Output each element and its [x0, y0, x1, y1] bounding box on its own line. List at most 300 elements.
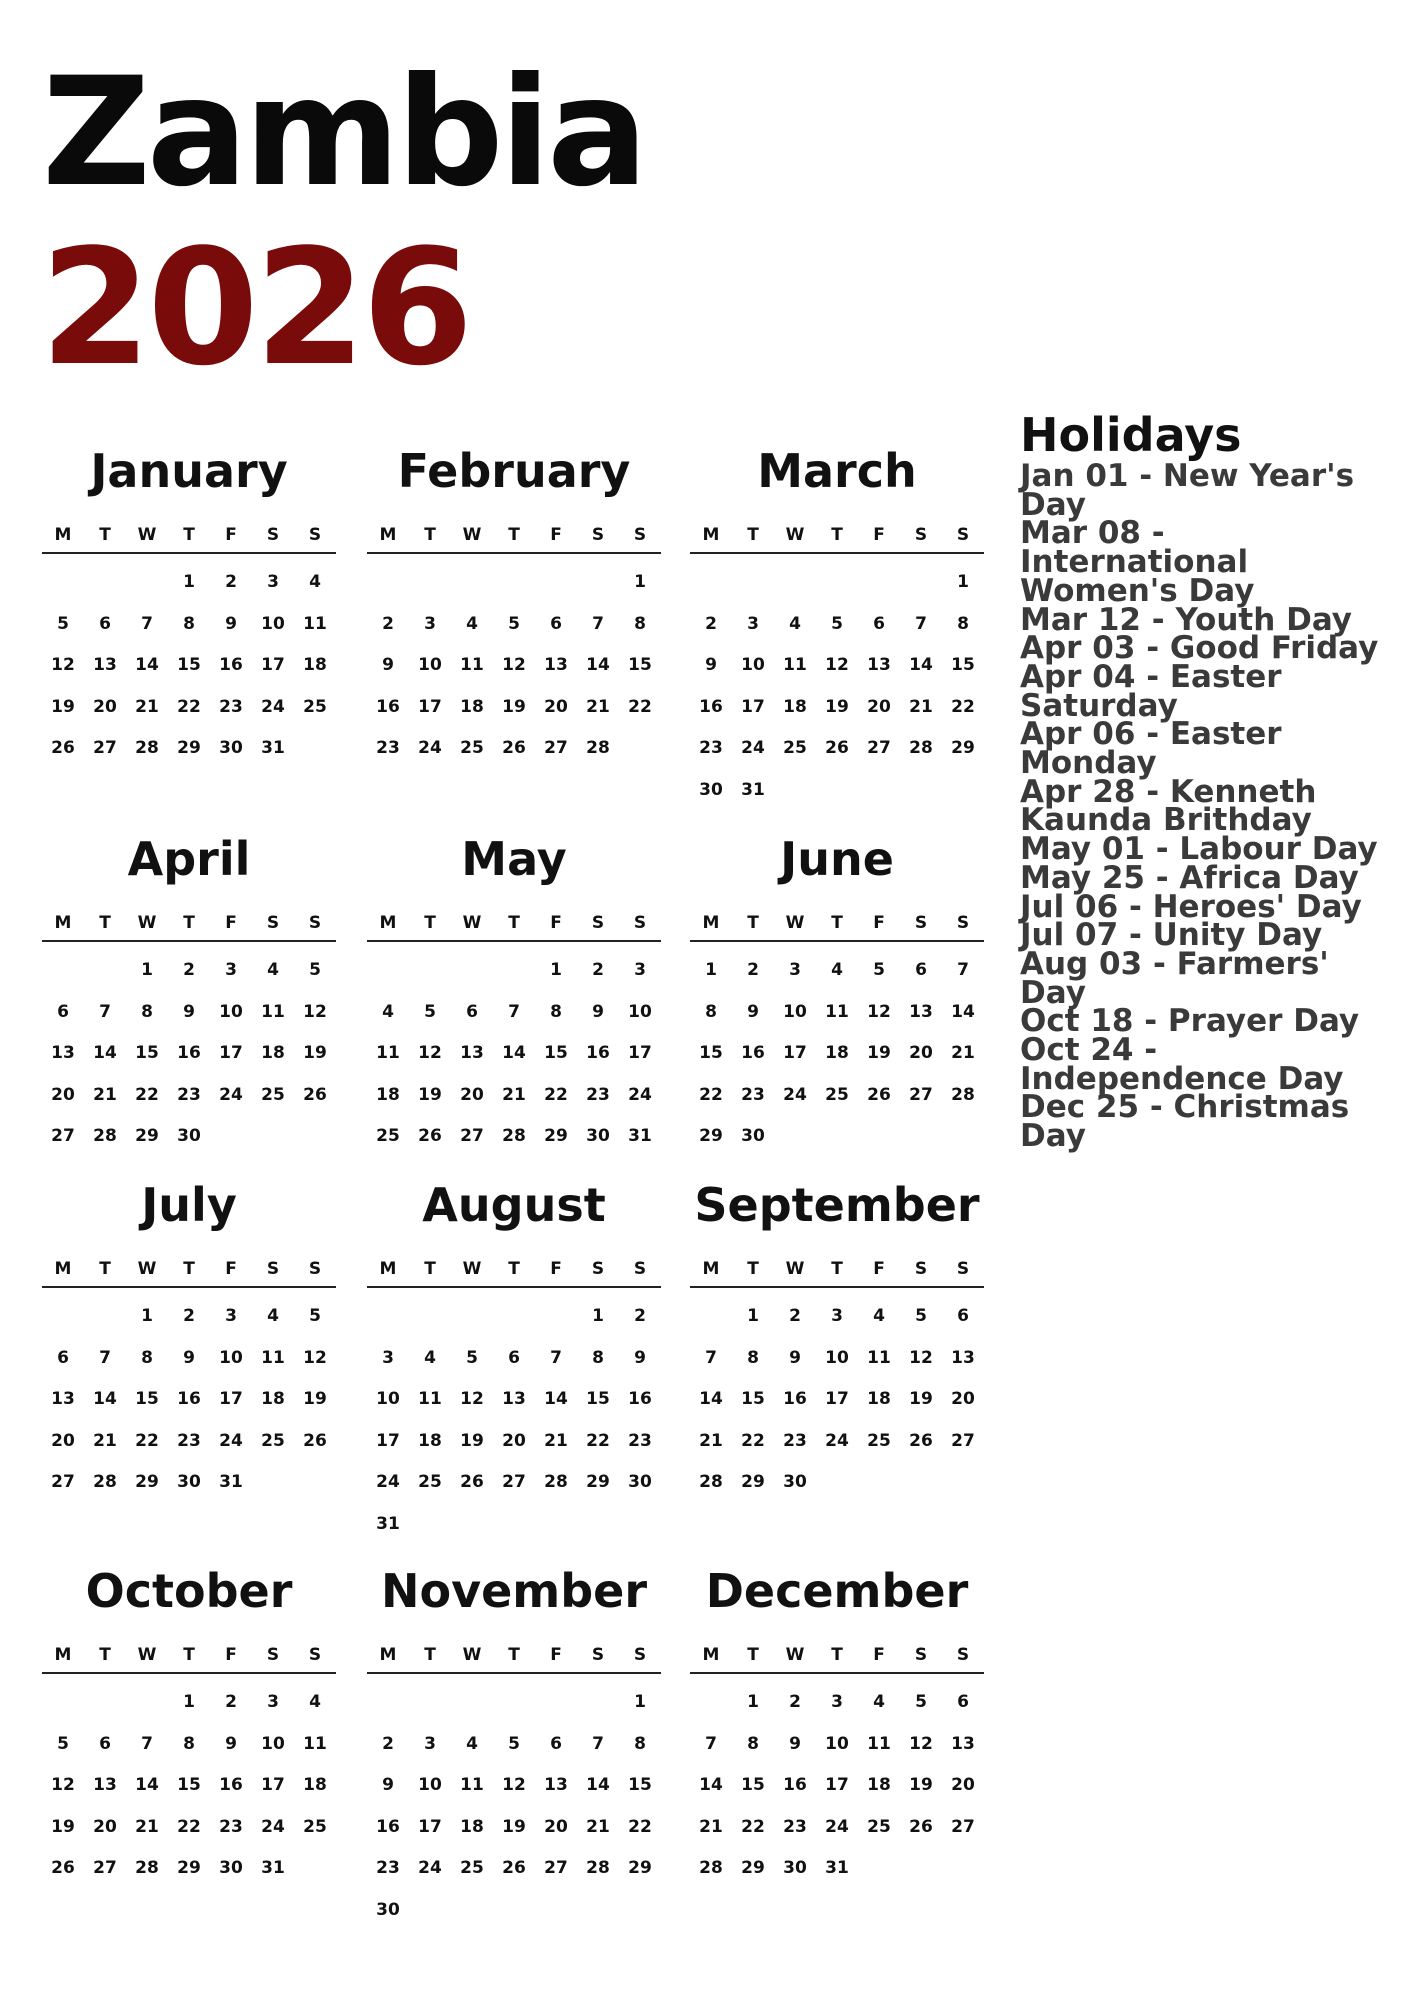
day-cell: 9 — [183, 1001, 195, 1022]
day-cell: 3 — [424, 1733, 436, 1754]
day-cell: 19 — [418, 1084, 442, 1105]
month-name: August — [422, 1178, 606, 1232]
weekday-label: T — [508, 1645, 520, 1665]
day-cell: 22 — [135, 1430, 159, 1451]
day-cell: 20 — [544, 1816, 568, 1837]
weekday-header — [690, 518, 984, 554]
day-cell: 11 — [867, 1347, 891, 1368]
day-cell: 10 — [219, 1347, 243, 1368]
day-cell: 1 — [592, 1306, 604, 1326]
weekday-label: M — [54, 1259, 72, 1279]
weekday-label: S — [591, 1259, 605, 1279]
day-cell: 7 — [141, 1733, 153, 1754]
weekday-label: F — [225, 1645, 237, 1665]
weekday-label: S — [591, 1645, 605, 1665]
holiday-item: Apr 06 - Easter Monday — [1020, 716, 1282, 782]
day-cell: 26 — [51, 1858, 75, 1878]
day-cell: 14 — [135, 1775, 159, 1795]
weekday-label: S — [266, 1259, 280, 1279]
month-name: June — [780, 832, 894, 886]
day-cell: 12 — [303, 1001, 327, 1022]
day-cell: 2 — [382, 1733, 394, 1754]
day-cell: 15 — [699, 1043, 723, 1063]
day-cell: 22 — [177, 696, 201, 717]
weekday-label: W — [785, 913, 805, 933]
day-cell: 25 — [303, 696, 327, 717]
day-cell: 7 — [592, 1733, 604, 1754]
weekday-label: M — [54, 525, 72, 545]
day-cell: 8 — [705, 1001, 717, 1022]
day-cell: 11 — [783, 655, 807, 675]
day-cell: 24 — [219, 1430, 243, 1451]
day-cell: 4 — [267, 960, 279, 980]
day-cell: 15 — [628, 1775, 652, 1795]
day-cell: 31 — [376, 1513, 400, 1534]
weekday-label: M — [702, 525, 720, 545]
day-cell: 28 — [135, 738, 159, 758]
weekday-label: S — [956, 1259, 970, 1279]
weekday-label: S — [914, 1259, 928, 1279]
empty-day-cell — [493, 1682, 535, 1724]
day-cell: 23 — [376, 1858, 400, 1878]
day-cell: 25 — [783, 738, 807, 758]
month-july — [42, 1174, 336, 1504]
weekday-label: T — [183, 1645, 195, 1665]
day-cell: 8 — [141, 1347, 153, 1368]
day-cell: 8 — [634, 1733, 646, 1754]
day-grid — [690, 554, 984, 811]
day-cell: 24 — [376, 1472, 400, 1492]
day-cell: 22 — [741, 1816, 765, 1837]
day-cell: 11 — [303, 1733, 327, 1754]
day-cell: 21 — [586, 1816, 610, 1837]
month-name: December — [705, 1564, 969, 1618]
day-cell: 24 — [219, 1084, 243, 1105]
day-cell: 6 — [508, 1347, 520, 1368]
weekday-label: F — [550, 525, 562, 545]
empty-day-cell — [493, 950, 535, 992]
weekday-label: S — [266, 913, 280, 933]
month-august — [367, 1174, 661, 1545]
day-cell: 22 — [951, 696, 975, 717]
holiday-item: May 01 - Labour Day — [1020, 831, 1378, 868]
day-cell: 26 — [502, 1858, 526, 1878]
day-grid — [42, 942, 336, 1158]
day-cell: 9 — [789, 1733, 801, 1754]
day-cell: 31 — [825, 1858, 849, 1878]
day-cell: 16 — [376, 1816, 400, 1837]
day-cell: 5 — [508, 1733, 520, 1754]
day-cell: 11 — [418, 1389, 442, 1409]
day-cell: 14 — [586, 1775, 610, 1795]
day-cell: 18 — [303, 1775, 327, 1795]
day-cell: 5 — [466, 1347, 478, 1368]
empty-day-cell — [409, 562, 451, 604]
day-cell: 22 — [699, 1084, 723, 1105]
day-cell: 9 — [705, 655, 717, 675]
day-cell: 24 — [741, 738, 765, 758]
day-cell: 14 — [699, 1389, 723, 1409]
weekday-label: F — [225, 525, 237, 545]
weekday-header — [42, 906, 336, 942]
day-cell: 23 — [177, 1084, 201, 1105]
weekday-label: S — [633, 913, 647, 933]
holiday-item: Apr 03 - Good Friday — [1020, 630, 1379, 667]
weekday-label: T — [831, 913, 843, 933]
day-cell: 22 — [586, 1430, 610, 1451]
day-cell: 10 — [825, 1347, 849, 1368]
day-cell: 27 — [951, 1816, 975, 1837]
day-cell: 20 — [93, 1816, 117, 1837]
day-grid — [367, 942, 661, 1158]
day-cell: 29 — [544, 1126, 568, 1146]
day-cell: 13 — [951, 1733, 975, 1754]
empty-day-cell — [493, 562, 535, 604]
weekday-label: S — [266, 1645, 280, 1665]
weekday-header — [42, 518, 336, 554]
weekday-label: T — [99, 913, 111, 933]
empty-day-cell — [451, 1296, 493, 1338]
month-name: March — [757, 444, 917, 498]
month-may — [367, 828, 661, 1158]
day-cell: 22 — [741, 1430, 765, 1451]
weekday-label: T — [831, 525, 843, 545]
day-cell: 11 — [460, 1775, 484, 1795]
month-name: April — [127, 832, 251, 886]
weekday-label: T — [424, 1259, 436, 1279]
day-cell: 1 — [634, 1692, 646, 1712]
weekday-label: W — [137, 913, 157, 933]
day-cell: 16 — [219, 655, 243, 675]
day-cell: 7 — [705, 1347, 717, 1368]
day-cell: 12 — [825, 655, 849, 675]
day-cell: 12 — [502, 1775, 526, 1795]
day-cell: 5 — [915, 1306, 927, 1326]
day-cell: 8 — [592, 1347, 604, 1368]
day-cell: 14 — [93, 1043, 117, 1063]
month-october — [42, 1560, 336, 1890]
day-cell: 18 — [460, 696, 484, 717]
day-cell: 2 — [705, 613, 717, 634]
holiday-item: Jul 06 - Heroes' Day — [1020, 888, 1362, 925]
day-cell: 13 — [867, 655, 891, 675]
day-cell: 6 — [873, 613, 885, 634]
day-cell: 18 — [825, 1043, 849, 1063]
weekday-label: F — [873, 1645, 885, 1665]
day-cell: 26 — [502, 738, 526, 758]
empty-day-cell — [42, 1682, 84, 1724]
weekday-header — [367, 906, 661, 942]
day-cell: 15 — [741, 1389, 765, 1409]
weekday-label: T — [747, 1259, 759, 1279]
day-cell: 8 — [957, 613, 969, 634]
day-cell: 25 — [303, 1816, 327, 1837]
day-cell: 8 — [183, 1733, 195, 1754]
day-cell: 23 — [783, 1430, 807, 1451]
day-cell: 29 — [628, 1858, 652, 1878]
day-cell: 4 — [382, 1001, 394, 1022]
empty-day-cell — [451, 950, 493, 992]
day-cell: 18 — [376, 1084, 400, 1105]
weekday-label: F — [873, 1259, 885, 1279]
day-cell: 9 — [634, 1347, 646, 1368]
day-cell: 19 — [909, 1389, 933, 1409]
day-cell: 24 — [418, 738, 442, 758]
weekday-label: T — [99, 1645, 111, 1665]
day-cell: 26 — [867, 1084, 891, 1105]
month-september — [690, 1174, 984, 1504]
day-cell: 8 — [550, 1001, 562, 1022]
day-cell: 2 — [789, 1306, 801, 1326]
day-cell: 4 — [267, 1306, 279, 1326]
day-cell: 17 — [261, 655, 285, 675]
day-cell: 17 — [825, 1389, 849, 1409]
day-cell: 12 — [51, 1775, 75, 1795]
weekday-label: W — [462, 913, 482, 933]
empty-day-cell — [451, 562, 493, 604]
day-cell: 29 — [951, 738, 975, 758]
weekday-label: F — [550, 1259, 562, 1279]
day-cell: 12 — [460, 1389, 484, 1409]
empty-day-cell — [367, 562, 409, 604]
day-cell: 30 — [586, 1126, 610, 1146]
day-cell: 20 — [544, 696, 568, 717]
day-cell: 23 — [783, 1816, 807, 1837]
month-december — [690, 1560, 984, 1890]
day-cell: 10 — [376, 1389, 400, 1409]
day-cell: 10 — [418, 1775, 442, 1795]
empty-day-cell — [126, 1682, 168, 1724]
day-cell: 19 — [303, 1043, 327, 1063]
day-cell: 8 — [634, 613, 646, 634]
day-cell: 31 — [219, 1472, 243, 1492]
day-cell: 25 — [460, 738, 484, 758]
day-cell: 4 — [309, 572, 321, 592]
day-cell: 1 — [550, 960, 562, 980]
empty-day-cell — [535, 1682, 577, 1724]
day-cell: 13 — [544, 1775, 568, 1795]
day-cell: 26 — [303, 1430, 327, 1451]
day-cell: 9 — [183, 1347, 195, 1368]
day-grid — [690, 1674, 984, 1890]
day-cell: 23 — [219, 696, 243, 717]
day-cell: 31 — [741, 779, 765, 800]
day-cell: 28 — [544, 1472, 568, 1492]
day-cell: 20 — [51, 1430, 75, 1451]
day-cell: 26 — [909, 1430, 933, 1451]
day-cell: 31 — [261, 1858, 285, 1878]
day-cell: 29 — [586, 1472, 610, 1492]
day-cell: 28 — [951, 1084, 975, 1105]
day-cell: 11 — [261, 1347, 285, 1368]
empty-day-cell — [535, 1296, 577, 1338]
day-cell: 21 — [544, 1430, 568, 1451]
weekday-label: S — [914, 913, 928, 933]
day-cell: 28 — [502, 1126, 526, 1146]
day-cell: 29 — [177, 738, 201, 758]
day-cell: 3 — [267, 1692, 279, 1712]
page-title-year: 2026 — [40, 214, 470, 401]
day-cell: 26 — [460, 1472, 484, 1492]
day-cell: 6 — [99, 613, 111, 634]
day-grid — [367, 1288, 661, 1545]
day-cell: 27 — [93, 1858, 117, 1878]
weekday-label: S — [633, 525, 647, 545]
day-cell: 6 — [57, 1001, 69, 1022]
day-cell: 22 — [177, 1816, 201, 1837]
day-cell: 21 — [502, 1084, 526, 1105]
day-grid — [367, 554, 661, 770]
month-name: September — [694, 1178, 980, 1232]
weekday-label: T — [747, 1645, 759, 1665]
day-cell: 20 — [951, 1389, 975, 1409]
day-cell: 25 — [825, 1084, 849, 1105]
weekday-label: W — [462, 1645, 482, 1665]
weekday-label: F — [225, 1259, 237, 1279]
day-cell: 13 — [93, 655, 117, 675]
weekday-label: M — [54, 913, 72, 933]
day-cell: 10 — [741, 655, 765, 675]
day-cell: 16 — [699, 696, 723, 717]
empty-day-cell — [84, 1296, 126, 1338]
day-cell: 23 — [177, 1430, 201, 1451]
weekday-label: F — [225, 913, 237, 933]
day-cell: 29 — [135, 1126, 159, 1146]
weekday-label: T — [747, 913, 759, 933]
day-cell: 6 — [57, 1347, 69, 1368]
weekday-label: T — [508, 525, 520, 545]
day-grid — [42, 1288, 336, 1504]
empty-day-cell — [535, 562, 577, 604]
weekday-label: T — [183, 913, 195, 933]
weekday-label: S — [308, 1645, 322, 1665]
day-cell: 24 — [825, 1430, 849, 1451]
day-cell: 29 — [741, 1472, 765, 1492]
day-cell: 19 — [867, 1043, 891, 1063]
holiday-item: Mar 12 - Youth Day — [1020, 601, 1352, 638]
day-cell: 16 — [628, 1389, 652, 1409]
day-cell: 7 — [705, 1733, 717, 1754]
day-cell: 5 — [424, 1001, 436, 1022]
day-cell: 2 — [634, 1306, 646, 1326]
day-cell: 24 — [628, 1084, 652, 1105]
weekday-label: S — [956, 525, 970, 545]
day-cell: 10 — [219, 1001, 243, 1022]
day-cell: 30 — [699, 779, 723, 800]
day-cell: 21 — [909, 696, 933, 717]
weekday-header — [367, 518, 661, 554]
day-cell: 22 — [135, 1084, 159, 1105]
day-cell: 15 — [951, 655, 975, 675]
day-cell: 4 — [466, 613, 478, 634]
day-grid — [690, 1288, 984, 1504]
day-cell: 16 — [177, 1043, 201, 1063]
day-cell: 18 — [303, 655, 327, 675]
day-cell: 11 — [825, 1001, 849, 1022]
month-january — [42, 440, 336, 770]
weekday-header — [690, 1638, 984, 1674]
day-cell: 25 — [376, 1126, 400, 1146]
day-cell: 19 — [460, 1430, 484, 1451]
weekday-label: T — [747, 525, 759, 545]
day-cell: 26 — [909, 1816, 933, 1837]
empty-day-cell — [409, 950, 451, 992]
day-cell: 20 — [93, 696, 117, 717]
weekday-label: W — [462, 1259, 482, 1279]
day-cell: 30 — [628, 1472, 652, 1492]
weekday-label: M — [379, 1259, 397, 1279]
day-cell: 16 — [741, 1043, 765, 1063]
day-cell: 16 — [586, 1043, 610, 1063]
page-title-country: Zambia — [42, 46, 645, 220]
empty-day-cell — [409, 1682, 451, 1724]
day-cell: 5 — [57, 613, 69, 634]
day-cell: 17 — [783, 1043, 807, 1063]
day-cell: 18 — [867, 1775, 891, 1795]
day-cell: 19 — [502, 696, 526, 717]
month-february — [367, 440, 661, 770]
weekday-label: M — [379, 913, 397, 933]
weekday-label: F — [873, 913, 885, 933]
day-cell: 27 — [544, 738, 568, 758]
day-cell: 6 — [957, 1306, 969, 1326]
day-cell: 2 — [225, 1692, 237, 1712]
month-november — [367, 1560, 661, 1931]
day-cell: 28 — [699, 1472, 723, 1492]
day-cell: 4 — [873, 1306, 885, 1326]
day-cell: 3 — [225, 1306, 237, 1326]
day-cell: 10 — [418, 655, 442, 675]
weekday-label: M — [54, 1645, 72, 1665]
day-cell: 12 — [502, 655, 526, 675]
day-cell: 4 — [309, 1692, 321, 1712]
weekday-label: T — [508, 1259, 520, 1279]
day-cell: 9 — [382, 655, 394, 675]
day-cell: 21 — [135, 1816, 159, 1837]
day-cell: 28 — [699, 1858, 723, 1878]
weekday-label: S — [308, 913, 322, 933]
empty-day-cell — [367, 1682, 409, 1724]
day-cell: 31 — [628, 1126, 652, 1146]
day-cell: 18 — [867, 1389, 891, 1409]
day-cell: 9 — [789, 1347, 801, 1368]
day-cell: 28 — [586, 1858, 610, 1878]
day-cell: 29 — [177, 1858, 201, 1878]
weekday-label: S — [591, 525, 605, 545]
day-cell: 11 — [460, 655, 484, 675]
day-cell: 7 — [957, 960, 969, 980]
day-cell: 22 — [628, 1816, 652, 1837]
day-cell: 30 — [376, 1899, 400, 1920]
day-cell: 14 — [93, 1389, 117, 1409]
weekday-label: M — [702, 1259, 720, 1279]
day-cell: 14 — [586, 655, 610, 675]
day-cell: 15 — [177, 655, 201, 675]
weekday-header — [690, 1252, 984, 1288]
day-cell: 30 — [741, 1126, 765, 1146]
day-cell: 24 — [261, 1816, 285, 1837]
day-cell: 1 — [747, 1692, 759, 1712]
day-cell: 15 — [135, 1389, 159, 1409]
day-cell: 7 — [99, 1347, 111, 1368]
month-name: January — [90, 444, 288, 498]
empty-day-cell — [493, 1296, 535, 1338]
weekday-label: S — [914, 1645, 928, 1665]
day-cell: 18 — [460, 1816, 484, 1837]
weekday-label: S — [914, 525, 928, 545]
day-cell: 4 — [789, 613, 801, 634]
day-cell: 8 — [141, 1001, 153, 1022]
